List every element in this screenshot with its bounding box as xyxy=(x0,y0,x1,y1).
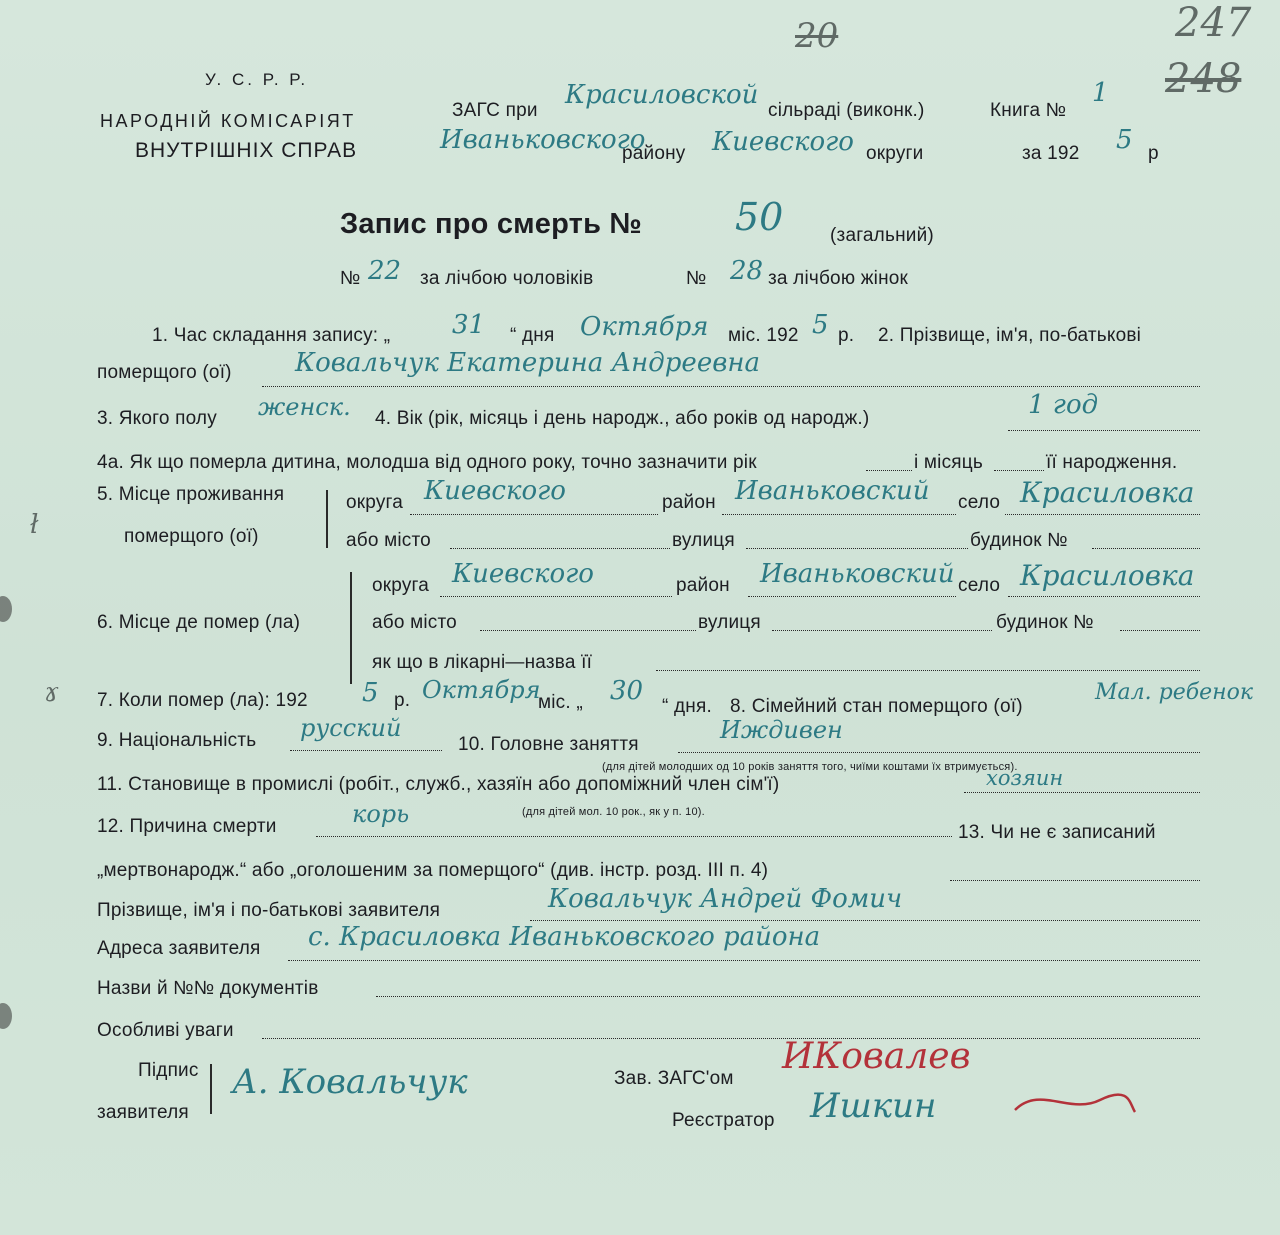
field-2-label-b: померщого (ої) xyxy=(97,362,232,383)
field-6-hospital-line xyxy=(656,670,1200,671)
field-4-value: 1 год xyxy=(1028,390,1099,420)
field-7-r: р. xyxy=(394,690,411,711)
notes-line xyxy=(262,1038,1200,1039)
field-1-label: 1. Час складання запису: „ xyxy=(152,325,391,346)
rayon-label: району xyxy=(622,143,686,164)
field-6-street-line xyxy=(772,630,992,631)
field-10-line xyxy=(678,752,1200,753)
registrar-label: Реєстратор xyxy=(672,1110,775,1131)
head-signature-flourish xyxy=(1010,1080,1140,1120)
field-13-line xyxy=(950,880,1200,881)
applicant-label: Прізвище, ім'я і по-батькові заявителя xyxy=(97,900,441,921)
margin-mark: ɤ xyxy=(44,678,59,708)
field-6-selo-label: село xyxy=(958,575,1001,596)
usrr-label: У. С. Р. Р. xyxy=(205,70,309,89)
field-2-value: Ковальчук Екатерина Андреевна xyxy=(295,348,760,378)
address-value: с. Красиловка Иваньковского района xyxy=(308,922,821,952)
field-7-year: 5 xyxy=(362,678,379,708)
field-2-line xyxy=(262,386,1200,387)
selrada-value: Красиловской xyxy=(565,80,759,110)
field-6-rayon-line xyxy=(748,596,956,597)
okruga-label: округи xyxy=(866,143,924,164)
margin-mark: ł xyxy=(30,510,39,540)
field-1-year: 5 xyxy=(812,310,829,340)
head-signature: ИКовалев xyxy=(782,1036,971,1077)
field-4a-label: 4а. Як що померла дитина, молодша від одного року, точно зазначити рік xyxy=(97,452,757,473)
applicant-signature: А. Ковальчук xyxy=(232,1062,468,1102)
field-5-city-line xyxy=(450,548,670,549)
men-value: 22 xyxy=(368,256,402,286)
zags-label: ЗАГС при xyxy=(452,100,538,121)
field-1-r: р. xyxy=(838,325,855,346)
field-4-label: 4. Вік (рік, місяць і день народж., або років од народж.) xyxy=(375,408,870,429)
field-1-day: 31 xyxy=(452,310,486,340)
year-suffix: р xyxy=(1148,143,1159,164)
field-6-hospital-label: як що в лікарні—назва її xyxy=(372,652,593,673)
selrada-label: сільраді (виконк.) xyxy=(768,100,925,121)
field-6-street-label: вулиця xyxy=(698,612,761,633)
field-5-okruga-label: округа xyxy=(346,492,404,513)
field-5-label-b: померщого (ої) xyxy=(124,526,259,547)
field-6-city-line xyxy=(480,630,696,631)
field-11-line xyxy=(964,792,1200,793)
field-5-brace xyxy=(326,490,328,548)
field-4a-end: її народження. xyxy=(1046,452,1178,473)
field-9-line xyxy=(290,750,442,751)
year-label: за 192 xyxy=(1022,143,1080,164)
field-5-label-a: 5. Місце проживання xyxy=(97,484,285,505)
okruga-value: Киевского xyxy=(712,127,854,157)
field-5-okruga: Киевского xyxy=(424,476,566,506)
field-5-city-label: або місто xyxy=(346,530,431,551)
applicant-sign-brace xyxy=(210,1064,212,1114)
women-value: 28 xyxy=(730,256,764,286)
field-6-city-label: або місто xyxy=(372,612,457,633)
field-7-day-label: “ дня. xyxy=(662,696,712,717)
field-5-selo: Красиловка xyxy=(1020,476,1195,509)
field-10-value: Иждивен xyxy=(720,716,843,744)
punch-hole xyxy=(0,1003,12,1029)
field-6-selo-line xyxy=(1008,596,1200,597)
field-6-okruga-label: округа xyxy=(372,575,430,596)
field-11-label: 11. Становище в промислі (робіт., служб., хазяїн або допоміжний член сім'ї) xyxy=(97,774,780,795)
field-13-label: 13. Чи не є записаний xyxy=(958,822,1156,843)
crossed-number: 20 xyxy=(795,16,839,56)
docs-label: Назви й №№ документів xyxy=(97,978,319,999)
field-6-house-label: будинок № xyxy=(996,612,1094,633)
applicant-line xyxy=(530,920,1200,921)
punch-hole xyxy=(0,596,12,622)
field-4a-year-line xyxy=(866,470,912,471)
registrar-signature: Ишкин xyxy=(810,1086,937,1126)
head-label: Зав. ЗАГС'ом xyxy=(614,1068,734,1089)
docs-line xyxy=(376,996,1200,997)
applicant-sign-label-a: Підпис xyxy=(138,1060,199,1081)
commissariat-line-1: НАРОДНІЙ КОМІСАРІЯТ xyxy=(100,111,356,131)
applicant-sign-label-b: заявителя xyxy=(97,1102,189,1123)
field-4a-month: і місяць xyxy=(914,452,983,473)
crossed-archive-number: 248 xyxy=(1165,56,1242,102)
field-3-value: женск. xyxy=(258,393,351,421)
record-title: Запис про смерть № xyxy=(340,208,642,240)
field-11-value: хозяин xyxy=(986,766,1064,790)
field-10-note: (для дітей молодших од 10 років заняття того, чиїми коштами їх втримується). xyxy=(602,761,1018,773)
field-5-house-label: будинок № xyxy=(970,530,1068,551)
field-1-day-label: “ дня xyxy=(510,325,555,346)
field-13-label-b: „мертвонародж.“ або „оголошеним за померщого“ (див. інстр. розд. III п. 4) xyxy=(97,860,769,881)
field-7-day: 30 xyxy=(610,676,644,706)
women-label: за лічбою жінок xyxy=(768,268,909,289)
field-8-label: 8. Сімейний стан померщого (ої) xyxy=(730,696,1023,717)
field-7-month-label: міс. „ xyxy=(538,692,583,713)
field-2-label: 2. Прізвище, ім'я, по-батькові xyxy=(878,325,1142,346)
field-12-line xyxy=(316,836,952,837)
rayon-value: Иваньковского xyxy=(440,125,646,155)
field-5-rayon-line xyxy=(722,514,956,515)
field-3-label: 3. Якого полу xyxy=(97,408,217,429)
field-9-label: 9. Національність xyxy=(97,730,257,751)
field-1-month-label: міс. 192 xyxy=(728,325,799,346)
field-8-value: Мал. ребенок xyxy=(1095,680,1254,705)
field-5-house-line xyxy=(1092,548,1200,549)
field-7-month: Октября xyxy=(422,676,541,704)
commissariat-line-2: ВНУТРІШНІХ СПРАВ xyxy=(135,139,358,162)
address-line xyxy=(288,960,1200,961)
archive-number: 247 xyxy=(1175,0,1252,46)
field-6-house-line xyxy=(1120,630,1200,631)
men-prefix: № xyxy=(340,268,361,289)
field-6-rayon-label: район xyxy=(676,575,730,596)
record-general: (загальний) xyxy=(830,225,934,246)
field-5-rayon-label: район xyxy=(662,492,716,513)
field-4-line xyxy=(1008,430,1200,431)
women-prefix: № xyxy=(686,268,707,289)
field-12-label: 12. Причина смерти xyxy=(97,816,277,837)
book-value: 1 xyxy=(1092,78,1109,108)
address-label: Адреса заявителя xyxy=(97,938,261,959)
field-5-street-label: вулиця xyxy=(672,530,735,551)
field-6-okruga-line xyxy=(440,596,672,597)
record-number: 50 xyxy=(735,195,784,239)
applicant-value: Ковальчук Андрей Фомич xyxy=(548,884,903,914)
field-5-rayon: Иваньковский xyxy=(735,476,930,506)
field-1-month: Октября xyxy=(580,312,709,342)
book-label: Книга № xyxy=(990,100,1067,121)
field-5-selo-label: село xyxy=(958,492,1001,513)
field-5-street-line xyxy=(746,548,968,549)
notes-label: Особливі уваги xyxy=(97,1020,234,1041)
field-6-rayon: Иваньковский xyxy=(760,559,955,589)
field-5-okruga-line xyxy=(410,514,658,515)
field-6-brace xyxy=(350,572,352,684)
field-4a-month-line xyxy=(994,470,1044,471)
field-6-label: 6. Місце де помер (ла) xyxy=(97,612,301,633)
field-6-okruga: Киевского xyxy=(452,559,594,589)
field-7-label: 7. Коли помер (ла): 192 xyxy=(97,690,308,711)
field-10-label: 10. Головне заняття xyxy=(458,734,639,755)
field-5-selo-line xyxy=(1005,514,1200,515)
field-12-value: корь xyxy=(352,800,410,828)
field-6-selo: Красиловка xyxy=(1020,559,1195,592)
men-label: за лічбою чоловіків xyxy=(420,268,594,289)
field-9-value: русский xyxy=(300,714,402,742)
year-value: 5 xyxy=(1116,125,1133,155)
field-11-note: (для дітей мол. 10 рок., як у п. 10). xyxy=(522,806,705,818)
